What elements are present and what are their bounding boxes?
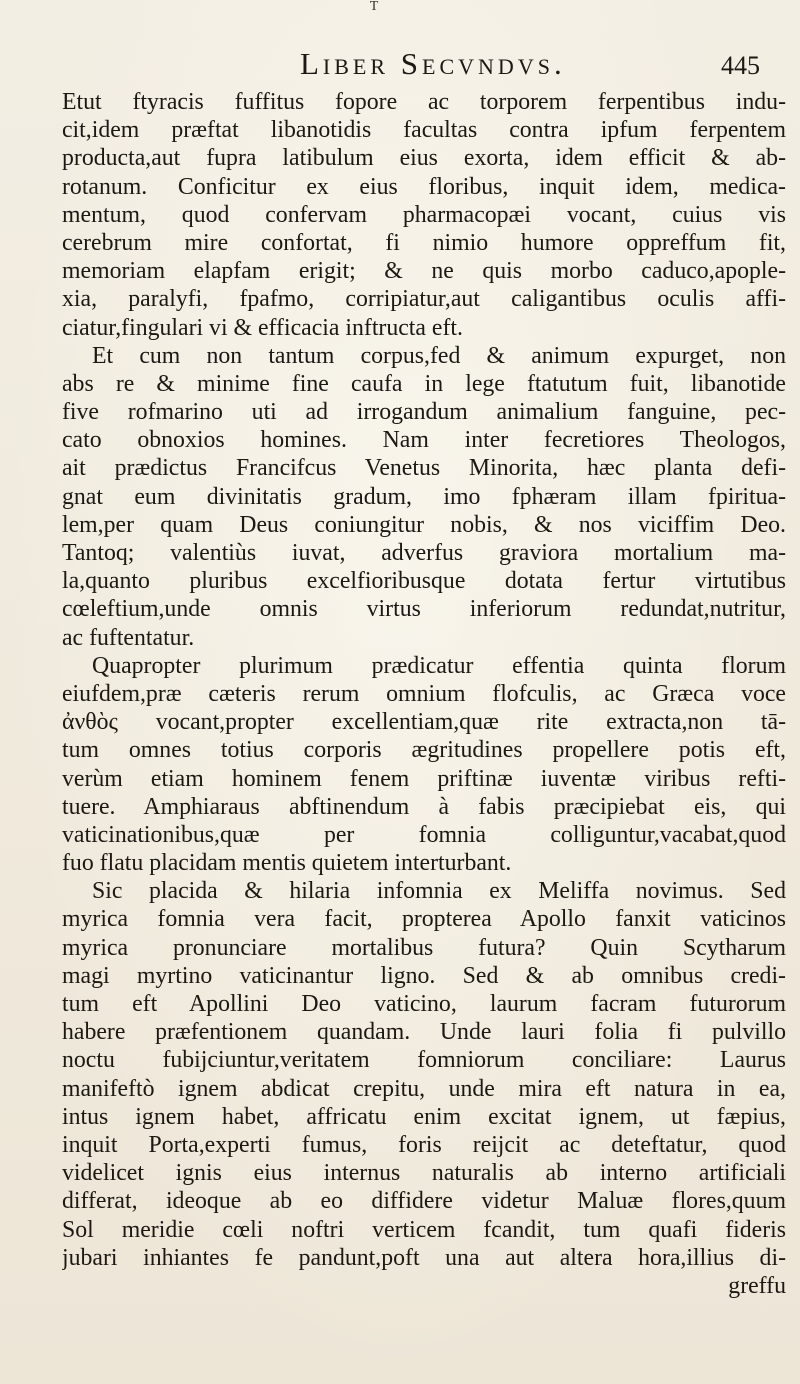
text-line: tum omnes totius corporis ægritudines propellere potis eft, xyxy=(62,737,786,764)
text-line: magi myrtino vaticinantur ligno. Sed & ab omnibus credi- xyxy=(62,962,786,989)
text-line: ἀνθὸς vocant,propter excellentiam,quæ rite extracta,non tā- xyxy=(62,709,786,736)
text-line: Quapropter plurimum prædicatur effentia quinta florum xyxy=(92,652,786,679)
text-line: myrica fomnia vera facit, propterea Apollo fanxit vaticinos xyxy=(62,906,786,933)
body-text xyxy=(62,88,786,1300)
text-line: cerebrum mire confortat, fi nimio humore oppreffum fit, xyxy=(62,229,786,256)
text-line: cato obnoxios homines. Nam inter fecretiores Theologos, xyxy=(62,427,786,454)
page-number: 445 xyxy=(721,51,760,80)
text-line: ac fuftentatur. xyxy=(62,624,195,651)
text-line: cit,idem præftat libanotidis facultas contra ipfum ferpentem xyxy=(62,117,786,144)
text-line: fuo flatu placidam mentis quietem interturbant. xyxy=(62,850,512,877)
text-line: ciatur,fingulari vi & efficacia inftructa eft. xyxy=(62,314,463,341)
text-line: mentum, quod confervam pharmacopæi vocant, cuius vis xyxy=(62,201,786,228)
text-line: habere præfentionem quandam. Unde lauri folia fi pulvillo xyxy=(62,1019,786,1046)
text-line: intus ignem habet, affricatu enim excitat ignem, ut fæpius, xyxy=(62,1103,786,1130)
text-line: Etut ftyracis fuffitus fopore ac torporem ferpentibus indu- xyxy=(62,89,786,115)
text-line: cœleftium,unde omnis virtus inferiorum redundat,nutritur, xyxy=(62,596,786,623)
text-line: differat, ideoque ab eo diffidere videtur Maluæ flores,quum xyxy=(62,1188,786,1215)
text-line: Sol meridie cœli noftri verticem fcandit, tum quafi fideris xyxy=(62,1216,786,1243)
text-line: gnat eum divinitatis gradum, imo fphæram illam fpiritua- xyxy=(62,483,786,510)
text-line: verùm etiam hominem fenem priftinæ iuventæ viribus refti- xyxy=(62,765,786,792)
text-line: jubari inhiantes fe pandunt,poft una aut altera hora,illius di- xyxy=(62,1244,786,1271)
text-line: ait prædictus Francifcus Venetus Minorita, hæc planta defi- xyxy=(62,455,786,482)
text-line: lem,per quam Deus coniungitur nobis, & nos viciffim Deo. xyxy=(62,511,786,538)
text-line: rotanum. Conficitur ex eius floribus, inquit idem, medica- xyxy=(62,173,786,200)
text-line: five rofmarino uti ad irrogandum animalium fanguine, pec- xyxy=(62,399,786,426)
catchword: greffu xyxy=(728,1272,786,1299)
text-line: noctu fubijciuntur,veritatem fomniorum conciliare: Laurus xyxy=(62,1047,786,1074)
page-top-mark: T xyxy=(369,0,379,14)
text-line: xia, paralyfi, fpafmo, corripiatur,aut caligantibus oculis affi- xyxy=(62,286,786,313)
text-line: Sic placida & hilaria infomnia ex Meliffa novimus. Sed xyxy=(92,878,786,905)
text-line: memoriam elapfam erigit; & ne quis morbo caduco,apople- xyxy=(62,258,786,285)
text-line: la,quanto pluribus excelfioribusque dotata fertur virtutibus xyxy=(62,568,786,595)
text-line: Tantoq; valentiùs iuvat, adverfus graviora mortalium ma- xyxy=(62,540,786,566)
text-line: myrica pronunciare mortalibus futura? Quin Scytharum xyxy=(62,934,786,961)
text-line: manifeftò ignem abdicat crepitu, unde mira eft natura in ea, xyxy=(62,1075,786,1102)
running-head: Liber Secvndvs. xyxy=(300,46,566,81)
text-line: videlicet ignis eius internus naturalis ab interno artificiali xyxy=(62,1160,786,1187)
text-line: inquit Porta,experti fumus, foris reijcit ac deteftatur, quod xyxy=(62,1131,786,1158)
text-line: producta,aut fupra latibulum eius exorta, idem efficit & ab- xyxy=(62,145,786,172)
text-line: abs re & minime fine caufa in lege ftatutum fuit, libanotide xyxy=(62,370,786,397)
text-line: tuere. Amphiaraus abftinendum à fabis præcipiebat eis, qui xyxy=(62,793,786,820)
text-line: tum eft Apollini Deo vaticino, laurum facram futurorum xyxy=(62,991,786,1017)
text-line: vaticinationibus,quæ per fomnia colliguntur,vacabat,quod xyxy=(62,821,786,848)
text-line: Et cum non tantum corpus,fed & animum expurget, non xyxy=(92,342,786,369)
text-line: eiufdem,præ cæteris rerum omnium flofculis, ac Græca voce xyxy=(62,680,786,707)
